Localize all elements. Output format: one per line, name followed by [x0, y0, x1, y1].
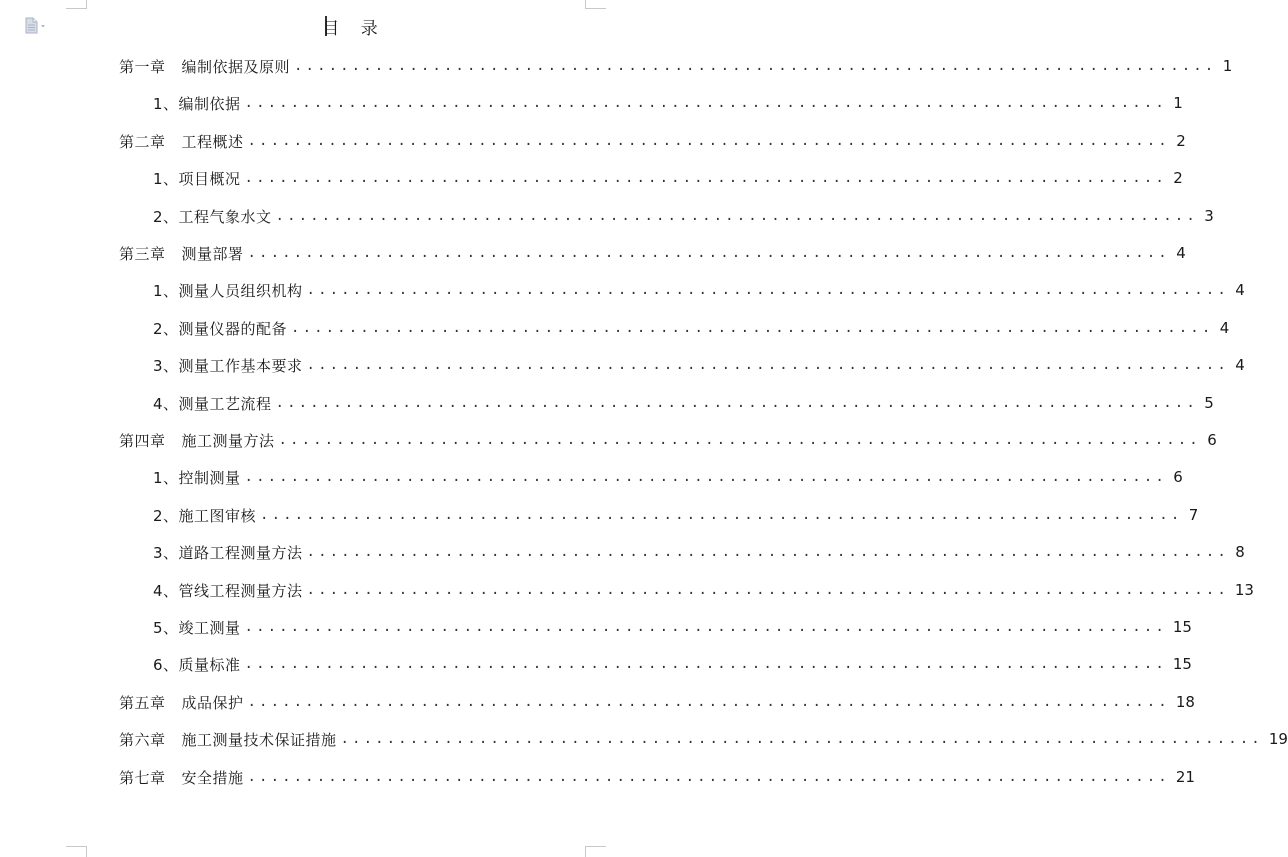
toc-page-number: 21 — [1175, 768, 1195, 786]
toc-dot-leader: ................................................................................ — [340, 731, 1263, 747]
toc-dot-leader: ................................................................................ — [275, 395, 1198, 411]
toc-entry-label — [153, 393, 272, 414]
toc-page-number: 1 — [1173, 94, 1183, 112]
toc-entry-title: 1、编制依据 — [153, 94, 241, 113]
toc-dot-leader: ................................................................................ — [260, 507, 1183, 523]
toc-section-entry[interactable] — [153, 354, 1245, 376]
toc-dot-leader: ................................................................................ — [306, 582, 1229, 598]
toc-page-number: 8 — [1235, 543, 1245, 561]
toc-entry-title: 1、项目概况 — [153, 169, 241, 188]
toc-section-entry[interactable] — [153, 653, 1192, 675]
crop-mark-top-right — [585, 0, 606, 9]
crop-mark-bottom-left — [66, 846, 87, 857]
toc-dot-leader: ................................................................................ — [275, 208, 1198, 224]
toc-dot-leader: ................................................................................ — [247, 245, 1170, 261]
toc-page-number: 7 — [1188, 506, 1199, 524]
toc-page-number: 19 — [1268, 730, 1288, 748]
toc-dot-leader: ................................................................................ — [291, 320, 1214, 336]
toc-entry-label — [153, 206, 272, 227]
toc-dot-leader: ................................................................................ — [247, 133, 1170, 149]
toc-page-number: 4 — [1176, 244, 1186, 262]
toc-page-number: 2 — [1173, 169, 1183, 187]
toc-entry-title: 5、竣工测量 — [153, 618, 241, 637]
toc-dot-leader: ................................................................................ — [244, 95, 1167, 111]
toc-dot-leader: ................................................................................ — [306, 357, 1229, 373]
toc-section-entry[interactable] — [153, 167, 1183, 189]
toc-entry-label — [153, 355, 303, 376]
toc-entry-title: 6、质量标准 — [153, 655, 241, 674]
toc-entry-title: 4、管线工程测量方法 — [153, 581, 303, 600]
toc-dot-leader: ................................................................................ — [294, 58, 1217, 74]
toc-dot-leader: ................................................................................ — [244, 619, 1167, 635]
toc-entry-title: 工程概述 — [181, 132, 244, 151]
toc-entry-label — [153, 617, 241, 638]
toc-section-entry[interactable] — [153, 504, 1199, 526]
toc-chapter-entry[interactable] — [119, 766, 1195, 788]
toc-entry-title: 安全措施 — [181, 768, 244, 787]
toc-chapter-entry[interactable] — [119, 691, 1195, 713]
toc-entry-label — [153, 505, 256, 526]
crop-mark-bottom-right — [585, 846, 606, 857]
crop-mark-top-left — [66, 0, 87, 9]
toc-dot-leader: ................................................................................ — [244, 170, 1167, 186]
toc-chapter-number: 第四章 — [119, 431, 166, 450]
toc-dot-leader: ................................................................................ — [247, 694, 1170, 710]
toc-entry-title: 3、测量工作基本要求 — [153, 356, 303, 375]
toc-section-entry[interactable] — [153, 541, 1245, 563]
toc-section-entry[interactable] — [153, 466, 1183, 488]
toc-chapter-number: 第六章 — [119, 730, 166, 749]
toc-page-number: 5 — [1204, 394, 1214, 412]
toc-page-number: 4 — [1235, 356, 1245, 374]
toc-entry-title: 1、控制测量 — [153, 468, 241, 487]
toc-entry-label — [153, 467, 241, 488]
toc-page-number: 4 — [1235, 281, 1245, 299]
toc-entry-label — [153, 93, 241, 114]
toc-section-entry[interactable] — [153, 392, 1214, 414]
toc-entry-title: 4、测量工艺流程 — [153, 394, 272, 413]
toc-entry-label — [153, 654, 241, 675]
toc-page-number: 6 — [1173, 468, 1183, 486]
toc-entry-title: 1、测量人员组织机构 — [153, 281, 303, 300]
toc-chapter-entry[interactable] — [119, 130, 1186, 152]
toc-dot-leader: ................................................................................ — [244, 656, 1167, 672]
toc-page-number: 13 — [1234, 581, 1254, 599]
toc-entry-title: 成品保护 — [181, 693, 244, 712]
toc-chapter-entry[interactable] — [119, 242, 1186, 264]
toc-section-entry[interactable] — [153, 317, 1230, 339]
toc-chapter-number: 第二章 — [119, 132, 166, 151]
toc-page-number: 2 — [1176, 132, 1186, 150]
toc-chapter-number: 第五章 — [119, 693, 166, 712]
toc-entry-label — [119, 767, 244, 788]
toc-entry-title: 编制依据及原则 — [181, 57, 291, 76]
toc-entry-title: 施工测量方法 — [181, 431, 275, 450]
toc-page-number: 1 — [1222, 57, 1233, 75]
toc-entry-title: 2、施工图审核 — [153, 506, 257, 525]
toc-entry-label — [153, 280, 303, 301]
toc-entry-label — [119, 243, 244, 264]
toc-chapter-number: 第七章 — [119, 768, 166, 787]
toc-entry-label — [119, 56, 290, 77]
toc-dot-leader: ................................................................................ — [244, 469, 1167, 485]
toc-entry-label — [119, 430, 275, 451]
toc-section-entry[interactable] — [153, 279, 1245, 301]
toc-section-entry[interactable] — [153, 616, 1192, 638]
toc-dot-leader: ................................................................................ — [306, 544, 1229, 560]
toc-chapter-entry[interactable] — [119, 429, 1217, 451]
toc-dot-leader: ................................................................................ — [306, 282, 1229, 298]
toc-entry-label — [119, 692, 244, 713]
toc-entry-title: 施工测量技术保证措施 — [181, 730, 337, 749]
toc-section-entry[interactable] — [153, 205, 1214, 227]
toc-entry-label — [153, 580, 303, 601]
toc-chapter-number: 第一章 — [119, 57, 166, 76]
toc-dot-leader: ................................................................................ — [247, 769, 1170, 785]
toc-page-number: 15 — [1172, 655, 1192, 673]
toc-section-entry[interactable] — [153, 92, 1183, 114]
toc-entry-label — [119, 729, 337, 750]
toc-entry-title: 2、测量仪器的配备 — [153, 319, 288, 338]
toc-entry-label — [119, 131, 244, 152]
toc-entry-title: 2、工程气象水文 — [153, 207, 272, 226]
toc-chapter-entry[interactable] — [119, 55, 1233, 77]
toc-entry-title: 3、道路工程测量方法 — [153, 543, 303, 562]
toc-page-number: 4 — [1219, 319, 1230, 337]
toc-chapter-number: 第三章 — [119, 244, 166, 263]
toc-title: 目 录 — [322, 19, 386, 39]
toc-entry-label — [153, 318, 287, 339]
toc-entry-label — [153, 168, 241, 189]
toc-chapter-entry[interactable] — [119, 728, 1288, 750]
toc-entry-title: 测量部署 — [181, 244, 244, 263]
toc-dot-leader: ................................................................................ — [278, 432, 1201, 448]
toc-entry-label — [153, 542, 303, 563]
toc-page-number: 18 — [1175, 693, 1195, 711]
toc-section-entry[interactable] — [153, 579, 1254, 601]
toc-page-number: 3 — [1204, 207, 1214, 225]
toc-page-number: 6 — [1207, 431, 1217, 449]
toc-page-number: 15 — [1172, 618, 1192, 636]
